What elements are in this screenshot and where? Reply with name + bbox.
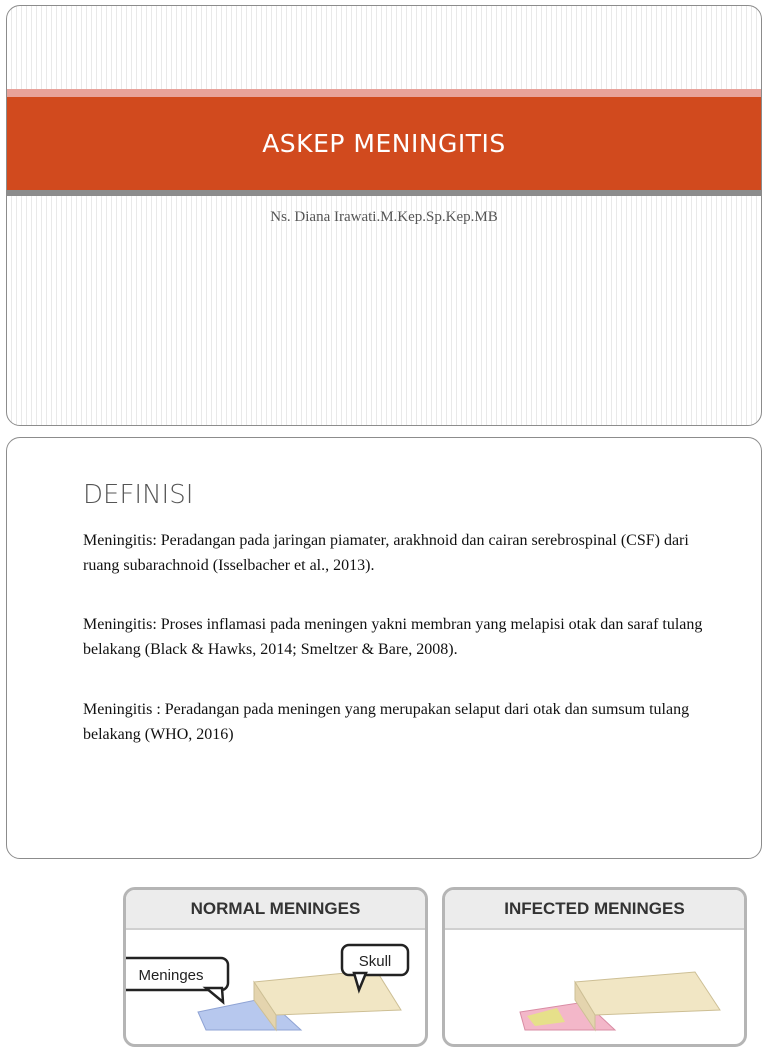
meninges-callout-pointer (206, 988, 223, 1002)
definition-paragraph: Meningitis: Peradangan pada jaringan piamater, arakhnoid dan cairan serebrospinal (CSF) dari ruang subarachnoid (Isselbacher et al., 2013). (83, 532, 689, 574)
skull-label: Skull (358, 953, 392, 970)
title-slide (6, 5, 762, 426)
infected-meninges-panel (442, 887, 747, 1047)
skull-layer (575, 972, 720, 1015)
normal-meninges-title: NORMAL MENINGES (126, 890, 425, 930)
slide-title: ASKEP MENINGITIS (262, 129, 506, 158)
infected-meninges-illustration (445, 890, 747, 1047)
normal-meninges-panel (123, 887, 428, 1047)
title-band-bottom (7, 190, 761, 196)
slide-subtitle: Ns. Diana Irawati.M.Kep.Sp.Kep.MB (270, 209, 498, 225)
skull-layer (254, 970, 401, 1015)
meninges-label: Meninges (138, 967, 204, 984)
section-heading: DEFINISI (83, 480, 194, 510)
title-band-top (7, 89, 761, 97)
definition-slide (6, 437, 762, 859)
definition-paragraph: Meningitis : Peradangan pada meningen yang merupakan selaput dari otak dan sumsum tulang belakang (WHO, 2016) (83, 701, 690, 743)
definition-paragraph: Meningitis: Proses inflamasi pada meningen yakni membran yang melapisi otak dan saraf tulang belakang (Black & Hawks, 2014; Smeltzer & Bare, 2008). (83, 616, 703, 658)
infected-meninges-title: INFECTED MENINGES (445, 890, 744, 930)
normal-meninges-illustration (126, 890, 428, 1047)
